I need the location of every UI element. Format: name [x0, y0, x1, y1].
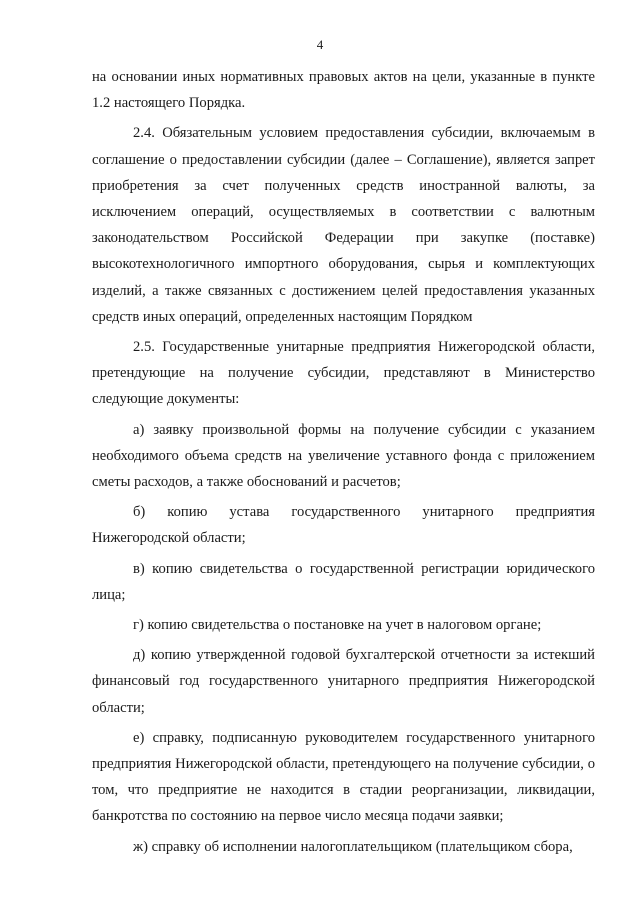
paragraph-2-4: 2.4. Обязательным условием предоставления субсидии, включаемым в соглашение о предоставлении субсидии (далее – Соглашение), является запрет приобретения за счет полученных средств иностранной валюты, за исключением операций, осуществляемых в соответствии с валютным законодательством Российской Федерации при закупке (поставке) высокотехнологичного импортного оборудования, сырья и комплектующих изделий, а также связанных с достижением целей предоставления указанных средств иных операций, определенных настоящим Порядком	[92, 125, 595, 325]
paragraph-continuation: на основании иных нормативных правовых актов на цели, указанные в пункте 1.2 настоящего Порядка.	[92, 69, 595, 112]
list-item-e: е) справку, подписанную руководителем государственного унитарного предприятия Нижегородской области, претендующего на получение субсидии, о том, что предприятие не находится в стадии реорганизации, ликвидации, банкротства по состоянию на первое число месяца подачи заявки;	[92, 729, 595, 825]
list-item-v: в) копию свидетельства о государственной регистрации юридического лица;	[92, 560, 595, 603]
list-item-a: а) заявку произвольной формы на получение субсидии с указанием необходимого объема средств на увеличение уставного фонда с приложением сметы расходов, а также обоснований и расчетов;	[92, 421, 595, 491]
paragraph-2-5: 2.5. Государственные унитарные предприятия Нижегородской области, претендующие на получение субсидии, представляют в Министерство следующие документы:	[92, 339, 595, 408]
list-item-zh: ж) справку об исполнении налогоплательщиком (плательщиком сбора,	[133, 838, 573, 855]
list-item-d: д) копию утвержденной годовой бухгалтерской отчетности за истекший финансовый год государственного унитарного предприятия Нижегородской области;	[92, 647, 595, 716]
list-item-g: г) копию свидетельства о постановке на учет в налоговом органе;	[133, 617, 542, 634]
document-body	[92, 64, 595, 860]
list-item-b: б) копию устава государственного унитарного предприятия Нижегородской области;	[92, 504, 595, 547]
page-number: 4	[316, 37, 324, 52]
